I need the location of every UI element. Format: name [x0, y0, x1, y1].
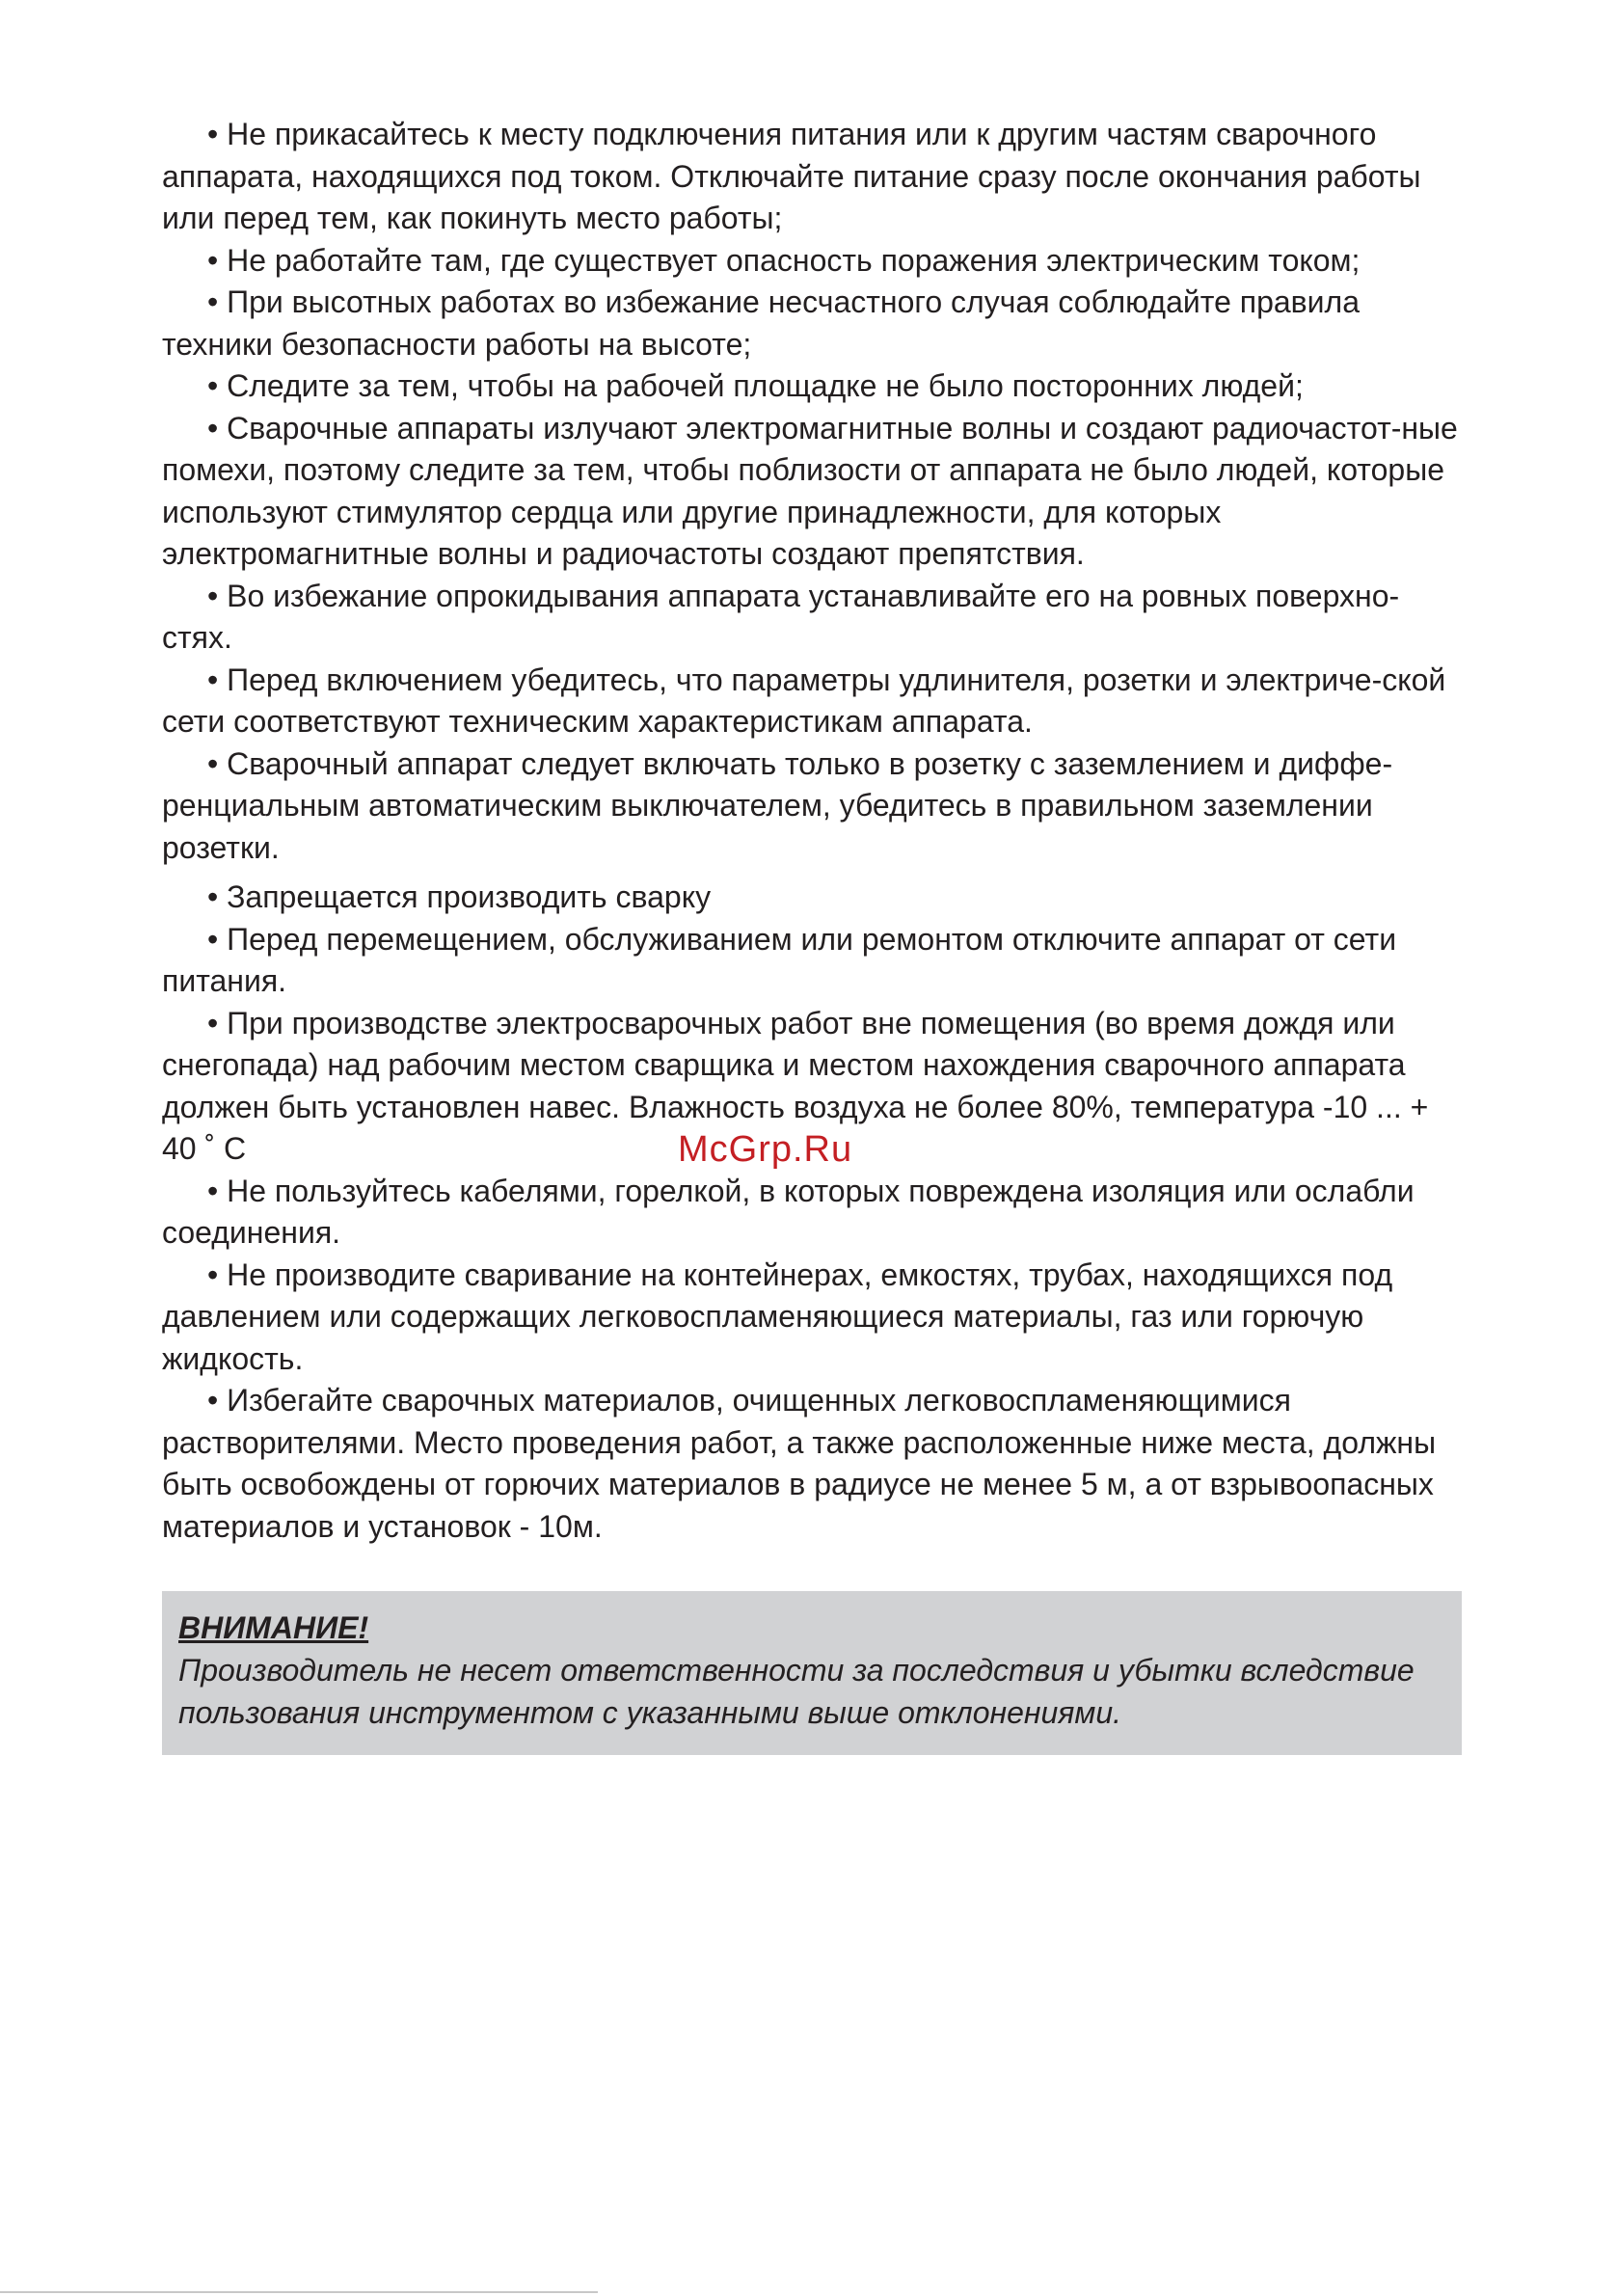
list-item-text: Следите за тем, чтобы на рабочей площадке не было посторонних людей;: [227, 368, 1304, 403]
list-item-text: Не работайте там, где существует опасность поражения электрическим током;: [227, 242, 1361, 278]
list-item: [162, 877, 1464, 919]
list-item: [162, 282, 1464, 365]
bullet-icon: •: [207, 284, 219, 319]
bullet-icon: •: [207, 1005, 219, 1040]
list-item-text: При высотных работах во избежание несчастного случая соблюдайте правила техники безопасности работы на высоте;: [162, 284, 1361, 362]
bullet-icon: •: [207, 117, 219, 151]
bullet-icon: •: [207, 368, 219, 403]
list-item: [162, 576, 1464, 660]
bullet-icon: •: [207, 745, 219, 781]
bullet-icon: •: [207, 879, 219, 914]
list-item-text: Не прикасайтесь к месту подключения питания или к другим частям сварочного аппарата, находящихся под током. Отключайте питание сразу после окончания работы или перед тем, как покинуть место работы;: [162, 117, 1421, 235]
bullet-icon: •: [207, 1173, 219, 1208]
warning-box: [162, 1591, 1462, 1755]
list-item: [162, 1255, 1464, 1381]
list-item-text: Не пользуйтесь кабелями, горелкой, в которых повреждена изоляция или ослабли соединения.: [162, 1173, 1415, 1250]
list-item-text: Перед перемещением, обслуживанием или ремонтом отключите аппарат от сети питания.: [162, 921, 1397, 998]
warning-title: ВНИМАНИЕ!: [178, 1610, 369, 1645]
list-item-text: Перед включением убедитесь, что параметры удлинителя, розетки и электриче-ской сети соответствуют техническим характеристикам аппарата.: [162, 662, 1446, 739]
list-item: [162, 1380, 1464, 1548]
footer-divider: [0, 2291, 598, 2293]
list-item: [162, 408, 1464, 576]
bullet-icon: •: [207, 1256, 219, 1292]
list-item: [162, 240, 1464, 283]
list-item-text: Сварочный аппарат следует включать только в розетку с заземлением и диффе-ренциальным автоматическим выключателем, убедитесь в правильном заземлении розетки.: [162, 745, 1393, 865]
list-item-text: Избегайте сварочных материалов, очищенных легковоспламеняющимися растворителями. Место проведения работ, а также расположенные ниже места, должны быть освобождены от горючих материалов в радиусе не менее 5 м, а от взрывоопасных материалов и установок - 10м.: [162, 1383, 1437, 1544]
list-item: [162, 743, 1464, 870]
list-item: [162, 365, 1464, 408]
list-item-text: Во избежание опрокидывания аппарата устанавливайте его на ровных поверхно-стях.: [162, 578, 1400, 655]
bullet-icon: •: [207, 578, 219, 613]
list-item: [162, 114, 1464, 240]
watermark: McGrp.Ru: [678, 1129, 853, 1170]
list-item-text: При производстве электросварочных работ вне помещения (во время дождя или снегопада) над рабочим местом сварщика и местом нахождения сварочного аппарата должен быть установлен навес. Влажность воздуха не более 80%, температура -10 ... + 40 ˚ C: [162, 1005, 1429, 1166]
list-item: [162, 660, 1464, 743]
warning-text: Производитель не несет ответственности за последствия и убытки вследствие пользования инструментом с указанными выше отклонениями.: [178, 1653, 1415, 1730]
bullet-icon: •: [207, 921, 219, 957]
bullet-icon: •: [207, 1383, 219, 1418]
list-item-text: Запрещается производить сварку: [227, 879, 712, 914]
safety-instructions: [162, 114, 1464, 1548]
list-item: [162, 1171, 1464, 1255]
bullet-icon: •: [207, 242, 219, 278]
list-item-text: Не производите сваривание на контейнерах, емкостях, трубах, находящихся под давлением или содержащих легковоспламеняющиеся материалы, газ или горючую жидкость.: [162, 1256, 1393, 1376]
bullet-icon: •: [207, 662, 219, 697]
bullet-icon: •: [207, 410, 219, 446]
list-item: [162, 919, 1464, 1003]
list-item-text: Сварочные аппараты излучают электромагнитные волны и создают радиочастот-ные помехи, поэтому следите за тем, чтобы поблизости от аппарата не было людей, которые используют стимулятор сердца или другие принадлежности, для которых электромагнитные волны и радиочастоты создают препятствия.: [162, 410, 1458, 571]
